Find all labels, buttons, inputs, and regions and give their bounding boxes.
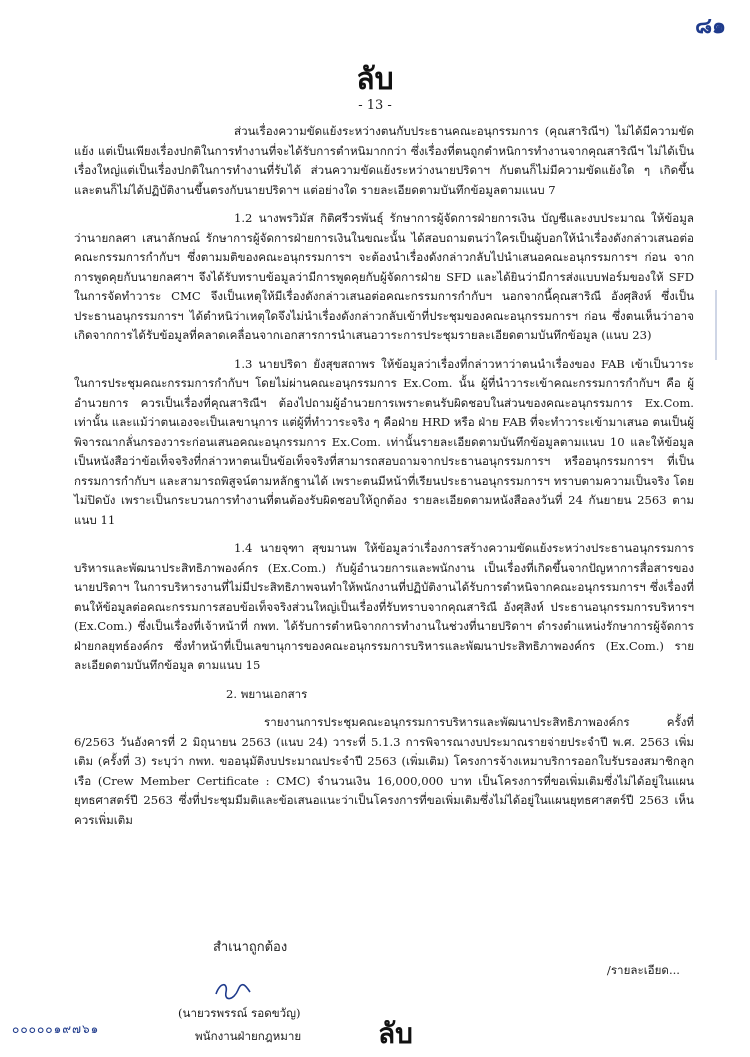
certified-copy: สำเนาถูกต้อง <box>213 940 288 955</box>
margin-rule <box>715 290 717 360</box>
paragraph-conflict: ส่วนเรื่องความขัดแย้งระหว่างตนกับประธานคณะอนุกรรมการ (คุณสาริณีฯ) ไม่ได้มีความขัดแย้ง แต่เป็นเพียงเรื่องปกติในการทำงานที่จะได้รับการตำหนิมากกว่า ซึ่งเรื่องที่ตนถูกตำหนิการทำงานจากคุณสาริณีฯ ไม่ได้เป็นเรื่องใหญ่แต่เป็นเรื่องปกติในการทำงานที่รับได้ ส่วนความขัดแย้งระหว่างนายปริดาฯ กับตนก็ไม่มีความขัดแย้งใด ๆ เกิดขึ้น และตนก็ไม่ได้ปฏิบัติงานขึ้นตรงกับนายปริดาฯ แต่อย่างใด รายละเอียดตามบันทึกข้อมูลตามแนบ 7 <box>74 124 694 197</box>
classification-stamp-top: ลับ <box>356 62 394 97</box>
paragraph-1-4: 1.4 นายจุฑา สุขมานพ ให้ข้อมูลว่าเรื่องการสร้างความขัดแย้งระหว่างประธานอนุกรรมการบริหารและพัฒนาประสิทธิภาพองค์กร (Ex.Com.) กับผู้อำนวยการและพนักงาน เป็นเรื่องที่เกิดขึ้นจากปัญหาการสื่อสารของนายปริดาฯ ในการบริหารงานที่ไม่มีประสิทธิภาพจนทำให้พนักงานที่ปฏิบัติงานได้รับการตำหนิจากคณะอนุกรรมการฯ ซึ่งเรื่องที่ตนให้ข้อมูลต่อคณะกรรมการสอบข้อเท็จจริงส่วนใหญ่เป็นเรื่องที่รับทราบจากคุณสาริณี อังศุสิงห์ ประธานอนุกรรมการบริหารฯ (Ex.Com.) ซึ่งเป็นเรื่องที่เจ้าหน้าที่ กพท. ได้รับการตำหนิจากการทำงานในช่วงที่นายปริดาฯ ดำรงตำแหน่งรักษาการผู้จัดการฝ่ายกลยุทธ์องค์กร ซึ่งทำหน้าที่เป็นเลขานุการของคณะอนุกรรมการบริหารและพัฒนาประสิทธิภาพองค์กร (Ex.Com.) รายละเอียดตามบันทึกข้อมูล ตามแนบ 15 <box>74 541 694 672</box>
classification-stamp-bottom: ลับ <box>378 1017 413 1050</box>
paragraph-1-2: 1.2 นางพรวิมัส กิติศรีวรพันธุ์ รักษาการผู้จัดการฝ่ายการเงิน บัญชีและงบประมาณ ให้ข้อมูลว่านายกลศา เสนาลักษณ์ รักษาการผู้จัดการฝ่ายการเงินในขณะนั้น ได้สอบถามตนว่าใครเป็นผู้บอกให้นำเรื่องดังกล่าวเสนอต่อคณะกรรมการกำกับฯ ซึ่งตามมติของคณะอนุกรรมการฯ จะต้องนำเรื่องดังกล่าวกลับไปนำเสนอคณะอนุกรรมการฯ ก่อน จากการพูดคุยกับนายกลศาฯ จึงได้รับทราบข้อมูลว่ามีการพูดคุยกับผู้จัดการฝ่าย SFD และได้ยินว่ามีการส่งแบบฟอร์มของให้ SFD ในการจัดทำวาระ CMC จึงเป็นเหตุให้มีเรื่องดังกล่าวเสนอต่อคณะกรรมการกำกับฯ นอกจากนี้คุณสาริณี อังศุสิงห์ ซึ่งเป็นประธานอนุกรรมการฯ ได้ตำหนิว่าเหตุใดจึงไม่นำเรื่องดังกล่าวกลับเข้าที่ประชุมของคณะอนุกรรมการฯ ก่อน ซึ่งตนเห็นว่าอาจเกิดจากการได้รับข้อมูลที่คลาดเคลื่อนจากเอกสารการนำเสนอวาระการประชุมรายละเอียดตามบันทึกข้อมูล (แนบ 23) <box>74 211 694 342</box>
signature-scribble <box>212 980 252 1002</box>
paragraph-documents: รายงานการประชุมคณะอนุกรรมการบริหารและพัฒนาประสิทธิภาพองค์กร ครั้งที่ 6/2563 วันอังคารที่ 2 มิถุนายน 2563 (แนบ 24) วาระที่ 5.1.3 การพิจารณางบประมาณรายจ่ายประจำปี พ.ศ. 2563 เพิ่มเติม (ครั้งที่ 3) ระบุว่า กพท. ขออนุมัติงบประมาณประจำปี 2563 (เพิ่มเติม) โครงการจ้างเหมาบริการออกใบรับรองสมาชิกลูกเรือ (Crew Member Certificate : CMC) จำนวนเงิน 16,000,000 บาท เป็นโครงการที่ขอเพิ่มเติมซึ่งไม่ได้อยู่ในแผนยุทธศาสตร์ปี 2563 ซึ่งที่ประชุมมีมติและข้อเสนอแนะว่าเป็นโครงการที่ขอเพิ่มเติมซึ่งไม่ได้อยู่ในแผนยุทธศาสตร์ปี 2563 เห็นควรเพิ่มเติม <box>74 715 694 827</box>
document-code: ๐๐๐๐๐๑๙๗๖๑ <box>12 1022 100 1036</box>
signer-title: พนักงานฝ่ายกฎหมาย <box>195 1029 302 1043</box>
page-number: ๘๑ <box>695 13 726 39</box>
signer-name: (นายวรพรรณ์ รอดขวัญ) <box>178 1006 301 1020</box>
continued-marker: /รายละเอียด... <box>606 963 680 977</box>
paragraph-1-3: 1.3 นายปริดา ยังสุขสถาพร ให้ข้อมูลว่าเรื่องที่กล่าวหาว่าตนนำเรื่องของ FAB เข้าเป็นวาระในการประชุมคณะกรรมการกำกับฯ โดยไม่ผ่านคณะอนุกรรมการ Ex.Com. นั้น ผู้ที่นำวาระเข้าคณะกรรมการกำกับฯ คือ ผู้อำนวยการ ควรเป็นเรื่องที่คุณสาริณีฯ ต้องไปถามผู้อำนวยการเพราะตนรับผิดชอบในส่วนของคณะอนุกรรมการ Ex.Com. เท่านั้น และแม้ว่าตนเองจะเป็นเลขานุการ แต่ผู้ที่ทำวาระจริง ๆ คือฝ่าย HRD หรือ ฝ่าย FAB ที่จะทำวาระเข้ามาเสนอ ตนเป็นผู้พิจารณากลั่นกรองวาระก่อนเสนอคณะอนุกรรมการ Ex.Com. เท่านั้นรายละเอียดตามบันทึกข้อมูลตามแนบ 10 และให้ข้อมูลเป็นหนังสือว่าข้อเท็จจริงที่กล่าวหาตนเป็นข้อเท็จจริงที่สามารถสอบถามจากประธานอนุกรรมการฯ หรืออนุกรรมการฯ ที่เป็นกรรมการกำกับฯ และสามารถพิสูจน์ตามหลักฐานได้ เพราะตนมีหน้าที่เรียนประธานอนุกรรมการฯ ทราบตามความเป็นจริง โดยไม่ปิดบัง เพราะเป็นกระบวนการทำงานที่ตนต้องรับผิดชอบให้ถูกต้อง รายละเอียดตามหนังสือลงวันที่ 24 กันยายน 2563 ตามแนบ 11 <box>74 356 694 527</box>
page-label: - 13 - <box>358 98 392 113</box>
section-heading-documents: 2. พยานเอกสาร <box>226 686 308 701</box>
document-body <box>74 122 694 839</box>
